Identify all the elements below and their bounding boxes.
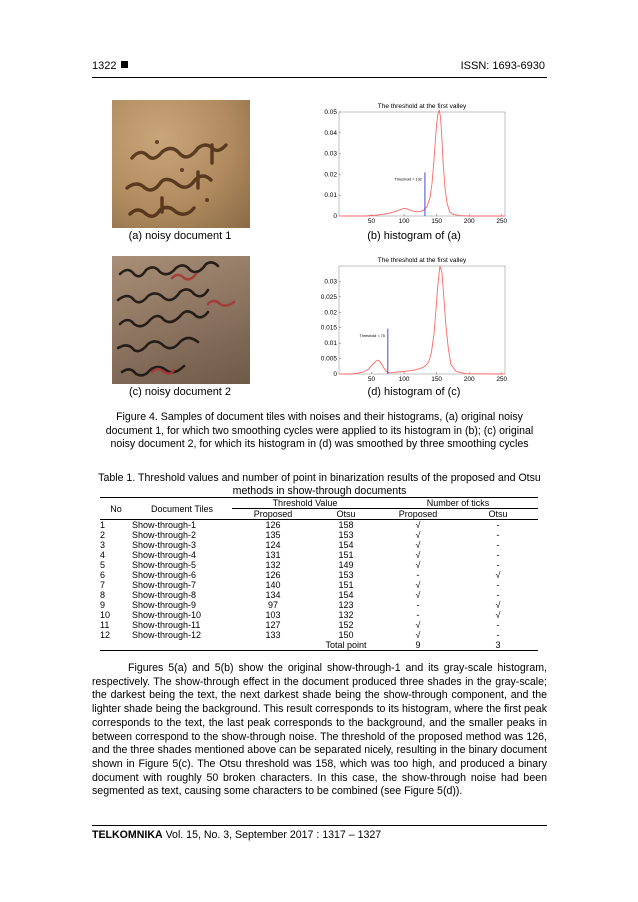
hist-a-y-tick-label: 0.05 [324,109,337,116]
hist-a-x-tick-label: 50 [367,218,376,225]
table-row: 7 Show-through-7 140 151 √ - [100,580,500,590]
header-rule [92,77,547,78]
hist-a-x-tick-label: 250 [496,218,508,225]
hist-a-x-tick-label: 200 [463,218,475,225]
table-row: 8 Show-through-8 134 154 √ - [100,590,500,600]
table-row: 3 Show-through-3 124 154 √ - [100,540,500,550]
hist-c-x-tick-label: 150 [431,376,443,383]
hist-c-x-tick-label: 100 [398,376,410,383]
hist-c-y-tick-label: 0.03 [324,278,337,286]
hist-c-y-tick-label: 0.015 [320,324,337,332]
table-caption: Table 1. Threshold values and number of point in binarization results of the proposed and Otsu methods in show-through documents [98,472,541,497]
col-ticks-otsu: Otsu [458,509,538,520]
table-row: 4 Show-through-4 131 151 √ - [100,550,500,560]
table-row: 9 Show-through-9 97 123 - √ [100,600,501,610]
threshold-table [100,497,538,651]
hist-c-y-tick-label: 0.01 [324,340,337,348]
histogram-a-chart [315,98,515,226]
caption-a: (a) noisy document 1 [128,230,232,242]
col-no: No [100,498,132,520]
table-row: 12 Show-through-12 133 150 √ - [100,630,500,640]
hist-c-y-tick-label: 0 [333,371,337,378]
hist-a-x-tick-label: 100 [398,218,410,225]
table-row: 6 Show-through-6 126 153 - √ [100,570,501,580]
hist-a-x-tick-label: 150 [431,218,443,225]
col-threshold-proposed: Proposed [232,509,314,520]
hist-c-x-tick-label: 50 [367,376,376,383]
footer-rule [92,825,547,826]
hist-a-threshold-label: Threshold = 132 [394,177,422,182]
table-total-row: Total point 9 3 [100,640,538,651]
hist-a-y-tick-label: 0 [333,213,337,220]
hist-a-y-tick-label: 0.03 [324,150,337,158]
col-tiles: Document Tiles [132,498,232,520]
hist-a-y-tick-label: 0.01 [324,192,337,200]
hist-c-x-tick-label: 250 [496,376,508,383]
table-row: 11 Show-through-11 127 152 √ - [100,620,500,630]
noisy-document-2-image [112,256,250,384]
col-threshold: Threshold Value [232,498,378,509]
col-ticks: Number of ticks [378,498,538,509]
doc2-script-text [112,256,113,257]
hist-c-plot-frame [339,266,505,374]
table-row: 1 Show-through-1 126 158 √ - [100,520,500,530]
col-threshold-otsu: Otsu [314,509,378,520]
hist-c-series-line [339,266,505,374]
footer: TELKOMNIKA Vol. 15, No. 3, September 2017 : 1317 – 1327 [92,829,382,841]
page-number: 1322 [92,60,128,72]
doc1-script-text [112,100,113,101]
caption-b: (b) histogram of (a) [367,230,461,242]
hist-c-x-tick-label: 200 [463,376,475,383]
hist-c-y-tick-label: 0.025 [320,293,337,301]
hist-a-series-line [339,110,505,216]
hist-a-y-tick-label: 0.02 [324,171,337,179]
body-paragraph: Figures 5(a) and 5(b) show the original show-through-1 and its gray-scale histogram, respectively. The show-through effect in the document produced three shades in the gray-scale; the darkest being the text, the next darkest shade being the show-through component, and the lighter shade being the background. This result corresponds to its histogram, where the first peak corresponds to the text, the last peak corresponds to the background, and the smaller peaks in between correspond to the show-through noise. The threshold of the proposed method was 126, and the three shades mentioned above can be separated nicely, resulting in the binary document shown in Figure 5(c). The Otsu threshold was 158, which was too high, and produced a binary document with roughly 50 broken characters. In this case, the show-through noise had been segmented as text, causing some characters to be combined (see Figure 5(d)). [92,662,547,798]
hist-a-y-tick-label: 0.04 [324,129,337,137]
hist-c-threshold-label: Threshold = 75 [359,333,385,338]
table-row: 10 Show-through-10 103 132 - √ [100,610,501,620]
caption-d: (d) histogram of (c) [367,386,461,398]
hist-c-y-tick-label: 0.02 [324,309,337,317]
issn: ISSN: 1693-6930 [460,60,545,72]
hist-a-title: The threshold at the first valley [377,103,467,110]
col-ticks-proposed: Proposed [378,509,458,520]
hist-c-y-tick-label: 0.005 [320,355,337,363]
caption-c: (c) noisy document 2 [128,386,232,398]
figure-caption: Figure 4. Samples of document tiles with noises and their histograms, (a) original noisy document 1, for which two smoothing cycles were applied to its histogram in (b); (c) original noisy document 2, for which its histogram in (d) was smoothed by three smoothing cycles [105,411,534,450]
hist-c-title: The threshold at the first valley [377,257,467,264]
hist-a-plot-frame [339,112,505,216]
table-row: 5 Show-through-5 132 149 √ - [100,560,500,570]
noisy-document-1-image [112,100,250,228]
table-row: 2 Show-through-2 135 153 √ - [100,530,500,540]
histogram-c-chart [315,252,515,384]
